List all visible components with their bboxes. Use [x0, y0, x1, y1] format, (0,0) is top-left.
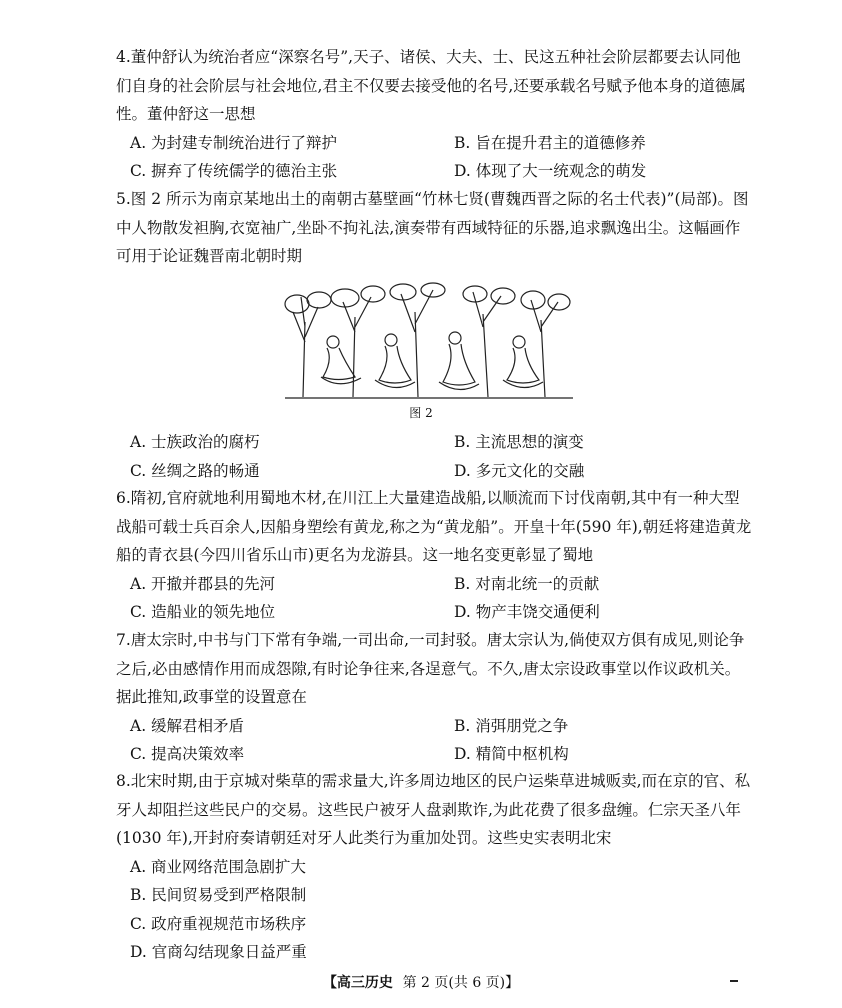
question-8 [116, 767, 752, 967]
figure-caption: 图 2 [409, 406, 433, 420]
option-c[interactable]: C. 摒弃了传统儒学的德治主张 [130, 162, 338, 180]
option-d[interactable]: D. 物产丰饶交通便利 [454, 603, 600, 621]
mural-figure [283, 282, 575, 400]
options-grid [116, 712, 752, 769]
question-5-options [116, 428, 752, 485]
option-b[interactable]: B. 旨在提升君主的道德修养 [454, 133, 646, 152]
corner-mark [730, 980, 738, 982]
option-d[interactable]: D. 官商勾结现象日益严重 [130, 943, 307, 961]
question-6 [116, 484, 752, 627]
option-d[interactable]: D. 体现了大一统观念的萌发 [454, 162, 647, 180]
footer-subject: 【高三历史 [322, 975, 393, 991]
option-b[interactable]: B. 民间贸易受到严格限制 [130, 886, 307, 904]
option-c[interactable]: C. 政府重视规范市场秩序 [130, 914, 307, 933]
option-c[interactable]: C. 提高决策效率 [130, 745, 245, 763]
question-4 [116, 43, 752, 186]
question-stem: 7.唐太宗时,中书与门下常有争端,一司出命,一司封驳。唐太宗认为,倘使双方俱有成见,则论争之后,必由感情作用而成怨隙,有时论争往来,各逞意气。不久,唐太宗设政事堂以作议政机关。据此推知,政事堂的设置意在 [116, 631, 745, 706]
option-d[interactable]: D. 精简中枢机构 [454, 745, 569, 763]
question-stem: 8.北宋时期,由于京城对柴草的需求量大,许多周边地区的民户运柴草进城贩卖,而在京的官、私牙人却阻拦这些民户的交易。这些民户被牙人盘剥欺诈,为此花费了很多盘缠。仁宗天圣八年(1030 年),开封府奏请朝廷对牙人此类行为重加处罚。这些史实表明北宋 [116, 772, 751, 847]
option-c[interactable]: C. 丝绸之路的畅通 [130, 461, 260, 480]
question-stem: 4.董仲舒认为统治者应“深察名号”,天子、诸侯、大夫、士、民这五种社会阶层都要去认同他们自身的社会阶层与社会地位,君主不仅要去接受他的名号,还要承载名号赋予他本身的道德属性。董仲舒这一思想 [116, 48, 746, 123]
footer-page: 第 2 页(共 6 页)】 [402, 975, 520, 991]
question-stem: 6.隋初,官府就地利用蜀地木材,在川江上大量建造战船,以顺流而下讨伐南朝,其中有一种大型战船可载士兵百余人,因船身塑绘有黄龙,称之为“黄龙船”。开皇十年(590 年),朝廷将建造黄龙船的青衣县(今四川省乐山市)更名为龙游县。这一地名变更彰显了蜀地 [116, 489, 752, 564]
options-grid [116, 129, 752, 186]
option-b[interactable]: B. 对南北统一的贡献 [454, 574, 600, 593]
question-5 [116, 185, 752, 271]
option-b[interactable]: B. 主流思想的演变 [454, 433, 584, 451]
options-list [116, 853, 752, 967]
options-grid [116, 428, 752, 485]
option-a[interactable]: A. 商业网络范围急剧扩大 [130, 857, 307, 876]
option-b[interactable]: B. 消弭朋党之争 [454, 716, 569, 735]
option-c[interactable]: C. 造船业的领先地位 [130, 603, 276, 621]
option-d[interactable]: D. 多元文化的交融 [454, 461, 585, 480]
option-a[interactable]: A. 士族政治的腐朽 [130, 433, 260, 451]
option-a[interactable]: A. 为封建专制统治进行了辩护 [130, 133, 338, 152]
page-footer [0, 972, 842, 992]
question-stem: 5.图 2 所示为南京某地出土的南朝古墓壁画“竹林七贤(曹魏西晋之际的名士代表)”(局部)。图中人物散发袒胸,衣宽袖广,坐卧不拘礼法,演奏带有西域特征的乐器,追求飘逸出尘。这幅画作可用于论证魏晋南北朝时期 [116, 190, 749, 265]
option-a[interactable]: A. 缓解君相矛盾 [130, 716, 245, 735]
option-a[interactable]: A. 开撤并郡县的先河 [130, 574, 276, 593]
options-grid [116, 570, 752, 627]
question-7 [116, 626, 752, 769]
